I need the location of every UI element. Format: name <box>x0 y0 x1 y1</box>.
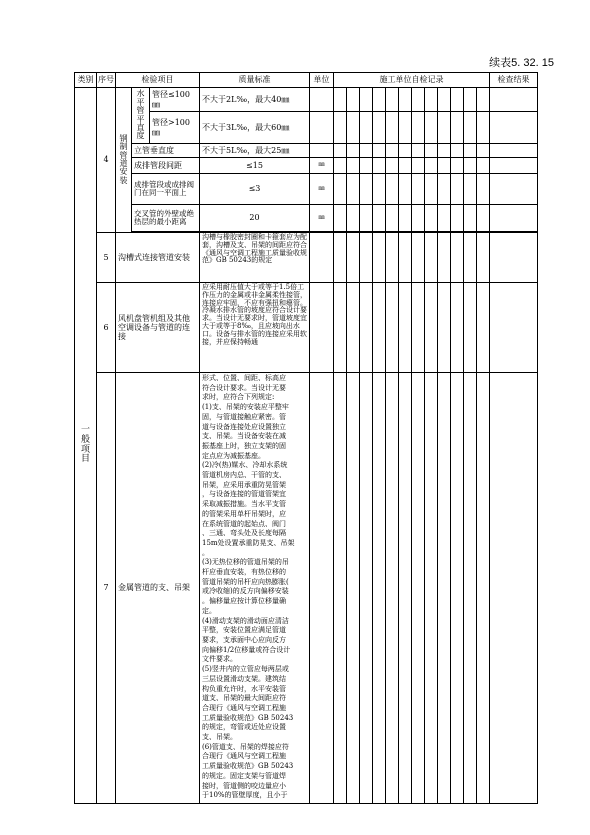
standard-line: 吊架，应采用承重防晃管架 <box>202 480 286 489</box>
standard-line: 固，与管道接触应紧密。管 <box>202 412 286 421</box>
standard-line: 支、吊架。 <box>202 733 237 742</box>
standard-line: (4)滑动支架的滑动面应清洁 <box>202 616 289 625</box>
seq-cell: 5 <box>97 233 116 283</box>
subgroup-cell: 水平管平直度 <box>132 88 150 144</box>
header-record: 施工单位自检记录 <box>334 73 490 88</box>
item-cell: 管径>100㎜ <box>150 112 200 144</box>
standard-cell: 沟槽与橡胶密封圈和卡箍套应为配套，沟槽及支、吊架的间距应符合《通风与空调工程施工质量验收规范》GB 50243的规定 <box>200 233 310 283</box>
seq-cell: 6 <box>97 283 116 373</box>
standard-line: 、三通、弯头处及长度每隔 <box>202 529 286 538</box>
standard-line: 符合设计要求。当设计无要 <box>202 383 286 392</box>
standard-line: 接时，管道侧的咬边量应小 <box>202 781 286 790</box>
standard-line: (2)冷(热)媒水、冷却水系统 <box>202 461 288 470</box>
unit-cell <box>310 144 334 158</box>
standard-line: 的规定。固定支架与管道焊 <box>202 771 286 780</box>
result-cell <box>490 174 538 205</box>
standard-cell: ≤15 <box>200 158 310 174</box>
standard-line: 支、吊架。当设备安装在减 <box>202 432 286 441</box>
standard-cell: 不大于3L‰，最大60㎜ <box>200 112 310 144</box>
standard-line: 杆应垂直安装，有热位移的 <box>202 568 286 577</box>
item-cell: 交叉管的外壁或绝热层的最小距离 <box>132 205 200 232</box>
inspection-table <box>74 72 538 804</box>
table-row <box>75 174 538 205</box>
standard-line: (3)无热位移的管道吊架的吊 <box>202 558 289 567</box>
standard-line: 向偏移1/2位移量或符合设计 <box>202 645 291 654</box>
seq-cell: 7 <box>97 373 116 804</box>
item-cell: 金属管道的支、吊架 <box>116 373 200 804</box>
standard-line: (6)管道支、吊架的焊接应符 <box>202 742 289 751</box>
standard-line: 工质量验收规范》GB 50243 <box>202 762 294 771</box>
standard-cell: 不大于5L‰，最大25㎜ <box>200 144 310 158</box>
header-seq: 序号 <box>97 73 116 88</box>
standard-line: 于10%的管壁厚度，且小于 <box>202 791 288 800</box>
table-row <box>75 373 538 804</box>
standard-line: 构负重允许时，水平安装管 <box>202 684 286 693</box>
seq-cell: 4 <box>97 88 116 233</box>
table-row <box>75 158 538 174</box>
result-cell <box>490 205 538 232</box>
unit-cell: ㎜ <box>310 158 334 174</box>
table-row <box>75 283 538 373</box>
standard-cell: 应采用耐压值大于或等于1.5倍工作压力的金属或非金属柔性接管，连接应牢固，不应有强扭和瘪管。冷凝水排水管的坡度应符合设计要求。当设计无要求时，管道坡度宜大于或等于8‰，且应坡向出水口。设备与排水管的连接应采用软接，并应保持畅通 <box>200 283 310 373</box>
standard-line: 合现行《通风与空调工程施 <box>202 703 286 712</box>
standard-line: 要求，支承面中心应向反方 <box>202 635 286 644</box>
header-row <box>75 73 538 88</box>
table-row <box>75 144 538 158</box>
standard-line: 。偏移量应按计算位移量确 <box>202 597 286 606</box>
standard-line: 振基座上时，独立支架的固 <box>202 441 286 450</box>
result-cell <box>490 233 538 283</box>
standard-line: 管道机房内总、干管的支、 <box>202 471 286 480</box>
unit-cell <box>310 373 334 804</box>
standard-line: 或冷收缩)的反方向偏移安装 <box>202 587 289 596</box>
standard-line: 道支、吊架的最大间距应符 <box>202 694 286 703</box>
header-category: 类别 <box>75 73 97 88</box>
standard-line: (5)竖井内的立管应每两层或 <box>202 665 289 674</box>
unit-cell <box>310 233 334 283</box>
table-row <box>75 233 538 283</box>
header-standard: 质量标准 <box>200 73 310 88</box>
item-cell: 成排管段或成排阀门在同一平面上 <box>132 174 200 205</box>
standard-line: 文件要求。 <box>202 655 237 664</box>
unit-cell <box>310 283 334 373</box>
standard-line: 的规定，弯管或近处应设置 <box>202 723 286 732</box>
unit-cell <box>310 112 334 144</box>
standard-line: 定。 <box>202 606 216 615</box>
result-cell <box>490 88 538 112</box>
standard-cell: 20 <box>200 205 310 232</box>
standard-line: 道与设备连接处应设置独立 <box>202 422 286 431</box>
standard-line: 形式、位置、间距、标高应 <box>202 374 286 382</box>
standard-cell <box>200 373 310 804</box>
standard-cell: 不大于2L‰，最大40㎜ <box>200 88 310 112</box>
standard-line: 平整，安装位置应满足管道 <box>202 626 286 635</box>
header-item: 检验项目 <box>116 73 200 88</box>
header-unit: 单位 <box>310 73 334 88</box>
standard-line: 的管架采用单杆吊架时，应 <box>202 509 286 518</box>
item-cell: 成排管段间距 <box>132 158 200 174</box>
support-standard-text <box>202 374 307 802</box>
standard-line: 定点应为减振基座。 <box>202 451 265 460</box>
result-cell <box>490 144 538 158</box>
standard-line: 求时，应符合下列规定: <box>202 393 275 402</box>
category-cell: 一般项目 <box>75 88 97 804</box>
standard-line: 管道吊架的吊杆应向热膨胀( <box>202 577 289 586</box>
standard-cell: ≤3 <box>200 174 310 205</box>
table-row <box>75 88 538 112</box>
standard-line: ，与设备连接的管道管架宜 <box>202 490 286 499</box>
table-row <box>75 205 538 232</box>
unit-cell: ㎜ <box>310 205 334 232</box>
standard-line: 工质量验收规范》GB 50243 <box>202 713 294 722</box>
result-cell <box>490 112 538 144</box>
table-caption: 续表5. 32. 15 <box>489 57 554 69</box>
item-cell: 风机盘管机组及其他空调设备与管道的连接 <box>116 283 200 373</box>
standard-line: 在系统管道的起始点、阀门 <box>202 519 286 528</box>
group-cell: 钢制管道安装 <box>116 88 132 233</box>
result-cell <box>490 158 538 174</box>
standard-line: 15m处设置承重防晃支、吊架 <box>202 538 295 547</box>
standard-line: (1)支、吊架的安装应平整牢 <box>202 403 289 412</box>
standard-line: 。 <box>202 548 209 557</box>
item-cell: 沟槽式连接管道安装 <box>116 233 200 283</box>
item-cell: 立管垂直度 <box>132 144 200 158</box>
header-result: 检查结果 <box>490 73 538 88</box>
unit-cell: ㎜ <box>310 174 334 205</box>
unit-cell <box>310 88 334 112</box>
result-cell <box>490 373 538 804</box>
result-cell <box>490 283 538 373</box>
standard-line: 采取减振措施。当水平支管 <box>202 500 286 509</box>
standard-line: 三层设置滑动支架。建筑结 <box>202 674 286 683</box>
standard-line: 合现行《通风与空调工程施 <box>202 752 286 761</box>
item-cell: 管径≤100㎜ <box>150 88 200 112</box>
